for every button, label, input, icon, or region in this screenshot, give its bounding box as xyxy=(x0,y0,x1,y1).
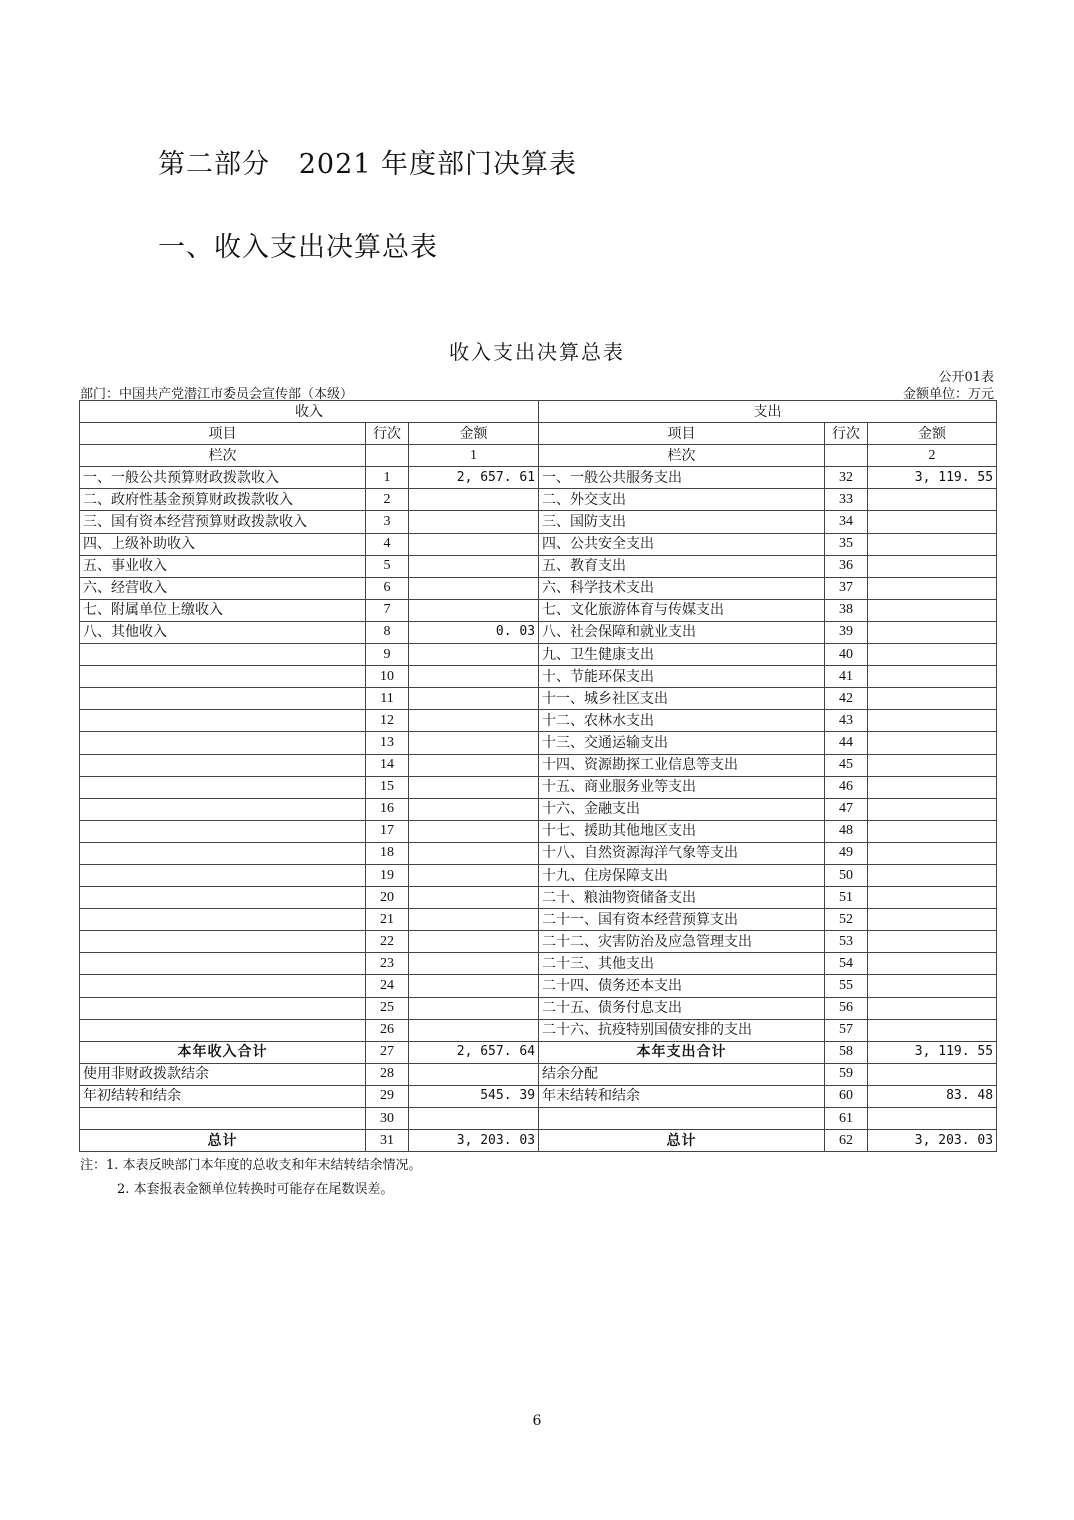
income-amount-header: 金额 xyxy=(409,423,539,445)
income-amount xyxy=(409,644,539,666)
note-line-2: 2. 本套报表金额单位转换时可能存在尾数误差。 xyxy=(117,1182,394,1197)
expense-item: 十七、援助其他地区支出 xyxy=(539,820,825,842)
income-item xyxy=(80,1108,366,1130)
expense-row-number: 49 xyxy=(825,842,868,864)
income-item: 一、一般公共预算财政拨款收入 xyxy=(80,467,366,489)
expense-row-number: 44 xyxy=(825,732,868,754)
income-row-number: 2 xyxy=(366,489,409,511)
expense-item: 十二、农林水支出 xyxy=(539,710,825,732)
income-row-number: 24 xyxy=(366,975,409,997)
expense-row-number: 53 xyxy=(825,931,868,953)
income-row-number: 5 xyxy=(366,555,409,577)
income-amount xyxy=(409,975,539,997)
table-body xyxy=(80,467,997,1152)
income-item: 二、政府性基金预算财政拨款收入 xyxy=(80,489,366,511)
expense-row-number: 58 xyxy=(825,1041,868,1063)
expense-amount xyxy=(868,953,997,975)
expense-row-number: 43 xyxy=(825,710,868,732)
table-column-header-row xyxy=(80,423,997,445)
expense-row-number: 59 xyxy=(825,1063,868,1085)
income-item xyxy=(80,997,366,1019)
table-row xyxy=(80,909,997,931)
table-row xyxy=(80,931,997,953)
expense-item: 二十三、其他支出 xyxy=(539,953,825,975)
table-row xyxy=(80,621,997,643)
income-amount xyxy=(409,511,539,533)
expense-amount: 3, 119. 55 xyxy=(868,1041,997,1063)
expense-amount xyxy=(868,997,997,1019)
expense-row-number: 33 xyxy=(825,489,868,511)
income-amount xyxy=(409,710,539,732)
expense-amount xyxy=(868,1063,997,1085)
income-item xyxy=(80,1019,366,1041)
expense-item: 年末结转和结余 xyxy=(539,1085,825,1107)
expense-item-header: 项目 xyxy=(539,423,825,445)
table-row xyxy=(80,555,997,577)
income-amount xyxy=(409,953,539,975)
income-amount xyxy=(409,688,539,710)
expense-row-number: 39 xyxy=(825,621,868,643)
expense-amount xyxy=(868,754,997,776)
expense-item: 二十五、债务付息支出 xyxy=(539,997,825,1019)
expense-item: 二十、粮油物资储备支出 xyxy=(539,887,825,909)
expense-row-number: 40 xyxy=(825,644,868,666)
table-group-header-row xyxy=(80,401,997,423)
table-row xyxy=(80,776,997,798)
income-amount xyxy=(409,842,539,864)
income-item: 七、附属单位上缴收入 xyxy=(80,599,366,621)
table-row xyxy=(80,489,997,511)
expense-amount xyxy=(868,1019,997,1041)
income-amount xyxy=(409,909,539,931)
income-item: 三、国有资本经营预算财政拨款收入 xyxy=(80,511,366,533)
income-item xyxy=(80,953,366,975)
income-amount xyxy=(409,533,539,555)
expense-item: 四、公共安全支出 xyxy=(539,533,825,555)
income-amount: 545. 39 xyxy=(409,1085,539,1107)
income-row-number: 6 xyxy=(366,577,409,599)
table-row xyxy=(80,1085,997,1107)
expense-item: 七、文化旅游体育与传媒支出 xyxy=(539,599,825,621)
expense-amount-header: 金额 xyxy=(868,423,997,445)
table-row xyxy=(80,666,997,688)
income-amount xyxy=(409,577,539,599)
table-row xyxy=(80,842,997,864)
expense-amount xyxy=(868,666,997,688)
table-row xyxy=(80,688,997,710)
table-row xyxy=(80,1108,997,1130)
income-row-number: 14 xyxy=(366,754,409,776)
table-row xyxy=(80,975,997,997)
income-amount xyxy=(409,599,539,621)
expense-item: 八、社会保障和就业支出 xyxy=(539,621,825,643)
page-number: 6 xyxy=(532,1413,542,1429)
income-row-number: 7 xyxy=(366,599,409,621)
table-row xyxy=(80,644,997,666)
income-row-number: 29 xyxy=(366,1085,409,1107)
income-amount xyxy=(409,1063,539,1085)
expense-row-number: 42 xyxy=(825,688,868,710)
expense-header: 支出 xyxy=(539,401,997,423)
expense-row-number: 46 xyxy=(825,776,868,798)
income-row-number: 1 xyxy=(366,467,409,489)
note-line-1: 注：1. 本表反映部门本年度的总收支和年末结转结余情况。 xyxy=(80,1158,422,1173)
table-row xyxy=(80,710,997,732)
expense-item: 总计 xyxy=(539,1130,825,1152)
expense-amount xyxy=(868,798,997,820)
expense-amount xyxy=(868,909,997,931)
expense-row-number: 34 xyxy=(825,511,868,533)
table-row xyxy=(80,467,997,489)
income-row-number: 27 xyxy=(366,1041,409,1063)
income-item xyxy=(80,710,366,732)
expense-item: 二十一、国有资本经营预算支出 xyxy=(539,909,825,931)
income-item xyxy=(80,798,366,820)
table-row xyxy=(80,1130,997,1152)
expense-row-number: 56 xyxy=(825,997,868,1019)
expense-item: 九、卫生健康支出 xyxy=(539,644,825,666)
expense-item: 十一、城乡社区支出 xyxy=(539,688,825,710)
expense-amount xyxy=(868,555,997,577)
income-item xyxy=(80,931,366,953)
expense-row-number: 45 xyxy=(825,754,868,776)
expense-amount xyxy=(868,577,997,599)
table-row xyxy=(80,953,997,975)
table-row xyxy=(80,1019,997,1041)
expense-amount xyxy=(868,644,997,666)
income-row-number: 10 xyxy=(366,666,409,688)
income-header: 收入 xyxy=(80,401,539,423)
income-amount xyxy=(409,997,539,1019)
expense-amount xyxy=(868,710,997,732)
expense-item: 本年支出合计 xyxy=(539,1041,825,1063)
income-amount xyxy=(409,754,539,776)
expense-row-number: 47 xyxy=(825,798,868,820)
income-row-number: 9 xyxy=(366,644,409,666)
expense-row-header: 行次 xyxy=(825,423,868,445)
expense-amount xyxy=(868,511,997,533)
expense-amount xyxy=(868,1108,997,1130)
table-row xyxy=(80,511,997,533)
expense-item: 十、节能环保支出 xyxy=(539,666,825,688)
table-row xyxy=(80,997,997,1019)
expense-item: 五、教育支出 xyxy=(539,555,825,577)
expense-item: 二十六、抗疫特别国债安排的支出 xyxy=(539,1019,825,1041)
income-item xyxy=(80,820,366,842)
expense-amount xyxy=(868,599,997,621)
income-row-number: 18 xyxy=(366,842,409,864)
expense-item: 十四、资源勘探工业信息等支出 xyxy=(539,754,825,776)
income-item xyxy=(80,754,366,776)
income-row-number: 28 xyxy=(366,1063,409,1085)
department-label: 部门：中国共产党潜江市委员会宣传部（本级） xyxy=(80,387,354,402)
income-item xyxy=(80,864,366,886)
expense-amount xyxy=(868,864,997,886)
expense-item: 十九、住房保障支出 xyxy=(539,864,825,886)
expense-lanci-label: 栏次 xyxy=(539,445,825,467)
table-row xyxy=(80,1041,997,1063)
income-lanci-blank xyxy=(366,445,409,467)
expense-amount xyxy=(868,820,997,842)
income-item: 年初结转和结余 xyxy=(80,1085,366,1107)
expense-item: 二十四、债务还本支出 xyxy=(539,975,825,997)
income-item: 五、事业收入 xyxy=(80,555,366,577)
income-item xyxy=(80,644,366,666)
income-expense-table xyxy=(79,400,997,1152)
section-title: 一、收入支出决算总表 xyxy=(158,232,438,263)
income-amount xyxy=(409,1019,539,1041)
expense-row-number: 36 xyxy=(825,555,868,577)
expense-item: 十五、商业服务业等支出 xyxy=(539,776,825,798)
income-row-number: 15 xyxy=(366,776,409,798)
expense-item: 二、外交支出 xyxy=(539,489,825,511)
expense-row-number: 60 xyxy=(825,1085,868,1107)
expense-item: 二十二、灾害防治及应急管理支出 xyxy=(539,931,825,953)
expense-row-number: 57 xyxy=(825,1019,868,1041)
income-item: 六、经营收入 xyxy=(80,577,366,599)
income-item xyxy=(80,666,366,688)
expense-row-number: 41 xyxy=(825,666,868,688)
expense-item: 十六、金融支出 xyxy=(539,798,825,820)
expense-amount xyxy=(868,842,997,864)
expense-amount xyxy=(868,688,997,710)
income-item xyxy=(80,975,366,997)
expense-row-number: 51 xyxy=(825,887,868,909)
income-amount: 0. 03 xyxy=(409,621,539,643)
income-item xyxy=(80,909,366,931)
income-row-number: 11 xyxy=(366,688,409,710)
expense-row-number: 62 xyxy=(825,1130,868,1152)
expense-amount: 3, 119. 55 xyxy=(868,467,997,489)
income-amount xyxy=(409,820,539,842)
income-row-number: 16 xyxy=(366,798,409,820)
expense-item: 一、一般公共服务支出 xyxy=(539,467,825,489)
income-row-number: 3 xyxy=(366,511,409,533)
income-col-number: 1 xyxy=(409,445,539,467)
notes xyxy=(80,1154,422,1202)
income-item xyxy=(80,688,366,710)
income-row-number: 20 xyxy=(366,887,409,909)
expense-amount xyxy=(868,732,997,754)
expense-row-number: 48 xyxy=(825,820,868,842)
income-row-number: 26 xyxy=(366,1019,409,1041)
expense-item xyxy=(539,1108,825,1130)
income-amount xyxy=(409,776,539,798)
income-item-header: 项目 xyxy=(80,423,366,445)
income-item xyxy=(80,842,366,864)
income-amount xyxy=(409,864,539,886)
income-amount xyxy=(409,732,539,754)
expense-item: 三、国防支出 xyxy=(539,511,825,533)
income-row-number: 13 xyxy=(366,732,409,754)
table-row xyxy=(80,798,997,820)
income-amount: 2, 657. 61 xyxy=(409,467,539,489)
expense-amount xyxy=(868,887,997,909)
table-row xyxy=(80,599,997,621)
expense-row-number: 50 xyxy=(825,864,868,886)
expense-amount xyxy=(868,776,997,798)
income-item: 八、其他收入 xyxy=(80,621,366,643)
expense-item: 结余分配 xyxy=(539,1063,825,1085)
table-lanci-row xyxy=(80,445,997,467)
income-amount: 2, 657. 64 xyxy=(409,1041,539,1063)
income-amount xyxy=(409,798,539,820)
table-row xyxy=(80,864,997,886)
table-row xyxy=(80,533,997,555)
expense-amount xyxy=(868,621,997,643)
income-amount xyxy=(409,555,539,577)
income-row-number: 8 xyxy=(366,621,409,643)
income-row-number: 12 xyxy=(366,710,409,732)
income-item: 使用非财政拨款结余 xyxy=(80,1063,366,1085)
income-item: 本年收入合计 xyxy=(80,1041,366,1063)
income-amount xyxy=(409,1108,539,1130)
expense-item: 六、科学技术支出 xyxy=(539,577,825,599)
expense-row-number: 55 xyxy=(825,975,868,997)
income-row-number: 19 xyxy=(366,864,409,886)
table-row xyxy=(80,577,997,599)
income-item xyxy=(80,887,366,909)
table-row xyxy=(80,732,997,754)
income-row-number: 17 xyxy=(366,820,409,842)
expense-row-number: 37 xyxy=(825,577,868,599)
income-item: 四、上级补助收入 xyxy=(80,533,366,555)
table-row xyxy=(80,1063,997,1085)
unit-label: 金额单位：万元 xyxy=(902,387,994,402)
income-row-number: 4 xyxy=(366,533,409,555)
expense-amount xyxy=(868,975,997,997)
table-row xyxy=(80,754,997,776)
income-item xyxy=(80,732,366,754)
expense-amount xyxy=(868,931,997,953)
income-row-number: 31 xyxy=(366,1130,409,1152)
income-row-number: 30 xyxy=(366,1108,409,1130)
expense-lanci-blank xyxy=(825,445,868,467)
table-title: 收入支出决算总表 xyxy=(449,340,625,364)
income-row-number: 25 xyxy=(366,997,409,1019)
income-row-number: 21 xyxy=(366,909,409,931)
income-item: 总计 xyxy=(80,1130,366,1152)
income-amount xyxy=(409,931,539,953)
income-lanci-label: 栏次 xyxy=(80,445,366,467)
income-row-header: 行次 xyxy=(366,423,409,445)
expense-row-number: 61 xyxy=(825,1108,868,1130)
expense-row-number: 38 xyxy=(825,599,868,621)
income-row-number: 22 xyxy=(366,931,409,953)
expense-row-number: 52 xyxy=(825,909,868,931)
expense-row-number: 35 xyxy=(825,533,868,555)
expense-item: 十八、自然资源海洋气象等支出 xyxy=(539,842,825,864)
expense-col-number: 2 xyxy=(868,445,997,467)
expense-amount: 83. 48 xyxy=(868,1085,997,1107)
expense-row-number: 32 xyxy=(825,467,868,489)
expense-row-number: 54 xyxy=(825,953,868,975)
income-amount: 3, 203. 03 xyxy=(409,1130,539,1152)
expense-item: 十三、交通运输支出 xyxy=(539,732,825,754)
expense-amount xyxy=(868,489,997,511)
table-row xyxy=(80,820,997,842)
income-item xyxy=(80,776,366,798)
part-title: 第二部分 2021 年度部门决算表 xyxy=(158,149,578,180)
expense-amount xyxy=(868,533,997,555)
income-row-number: 23 xyxy=(366,953,409,975)
income-amount xyxy=(409,666,539,688)
expense-amount: 3, 203. 03 xyxy=(868,1130,997,1152)
table-row xyxy=(80,887,997,909)
income-amount xyxy=(409,887,539,909)
income-amount xyxy=(409,489,539,511)
form-number: 公开01表 xyxy=(938,370,994,385)
